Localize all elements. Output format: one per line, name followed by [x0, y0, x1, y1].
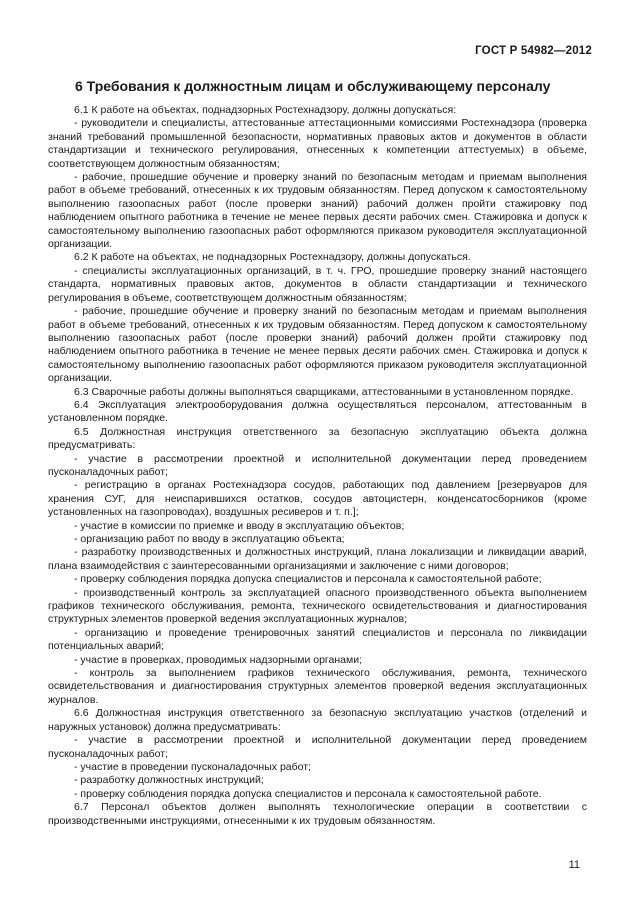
paragraph: - организацию и проведение тренировочных занятий специалистов и персонала по ликвидации потенциальных аварий;: [48, 626, 587, 653]
paragraph: 6.3 Сварочные работы должны выполняться сварщиками, аттестованными в установленном порядке.: [74, 385, 574, 398]
standard-code: ГОСТ Р 54982—2012: [475, 45, 592, 57]
paragraph: - участие в рассмотрении проектной и исполнительной документации перед проведением пусконаладочных работ;: [48, 452, 587, 478]
paragraph: - участие в проведении пусконаладочных работ;: [74, 760, 311, 773]
paragraph: - рабочие, прошедшие обучение и проверку знаний по безопасным методам и приемам выполнения работ в объеме требований, отнесенных к их трудовым обязанностям. Перед допуском к самостоятельному выполнению газоопасных работ (после проверки знаний) рабочий должен пройти стажировку под наблюдением опытного работника в течение не менее первых десяти рабочих смен. Стажировка и допуск к самостоятельному выполнению газоопасных работ оформляются приказом руководителя эксплуатационной организации.: [48, 171, 587, 251]
paragraph: 6.7 Персонал объектов должен выполнять технологические операции в соответствии с производственными инструкциями, отнесенными к их трудовым обязанностям.: [48, 801, 587, 827]
paragraph: - рабочие, прошедшие обучение и проверку знаний по безопасным методам и приемам выполнения работ в объеме требований, отнесенных к их трудовым обязанностям. Перед допуском к самостоятельному выполнению газоопасных работ (после проверки знаний) рабочий должен пройти стажировку под наблюдением опытного работника в течение не менее первых десяти рабочих смен. Стажировка и допуск к самостоятельному выполнению газоопасных работ оформляются приказом руководителя эксплуатационной организации.: [48, 305, 587, 385]
paragraph: 6.4 Эксплуатация электрооборудования должна осуществляться персоналом, аттестованным в установленном порядке.: [48, 398, 587, 425]
paragraph: - производственный контроль за эксплуатацией опасного производственного объекта выполнением графиков технического обслуживания, ремонта, технического освидетельствования и диагностирования структурных элементов проверкой ведения эксплуатационных журналов;: [48, 586, 587, 626]
paragraph: - проверку соблюдения порядка допуска специалистов и персонала к самостоятельной работе.: [74, 787, 542, 800]
section-title: 6 Требования к должностным лицам и обслуживающему персоналу: [75, 78, 551, 94]
paragraph: 6.1 К работе на объектах, поднадзорных Ростехнадзору, должны допускаться:: [74, 104, 457, 116]
paragraph: - участие в проверках, проводимых надзорными органами;: [74, 653, 363, 666]
paragraph: 6.6 Должностная инструкция ответственного за безопасную эксплуатацию участков (отделений и наружных установок) должна предусматривать:: [48, 707, 587, 733]
paragraph: - участие в рассмотрении проектной и исполнительной документации перед проведением пусконаладочных работ;: [48, 734, 587, 760]
paragraph: - участие в комиссии по приемке и вводу в эксплуатацию объектов;: [74, 519, 405, 532]
paragraph: - специалисты эксплуатационных организаций, в т. ч. ГРО, прошедшие проверку знаний настоящего стандарта, нормативных правовых актов, документов в области стандартизации и технического регулирования в объеме, соответствующем должностным обязанностям;: [48, 264, 587, 304]
paragraph: - регистрацию в органах Ростехнадзора сосудов, работающих под давлением [резервуаров для хранения СУГ, для неиспарившихся остатков, сосудов автоцистерн, конденсатосборников (кроме установленных на газопроводах), воздушных ресиверов и т. п.];: [48, 479, 587, 519]
paragraph: - контроль за выполнением графиков технического обслуживания, ремонта, технического освидетельствования и диагностирования структурных элементов проверкой ведения эксплуатационных журналов.: [48, 667, 587, 706]
paragraph: - разработку производственных и должностных инструкций, плана локализации и ликвидации аварий, плана взаимодействия с заинтересованными организациями и заключение с ними договоров;: [48, 546, 587, 572]
paragraph: - организацию работ по вводу в эксплуатацию объекта;: [74, 533, 345, 545]
paragraph: - проверку соблюдения порядка допуска специалистов и персонала к самостоятельной работе;: [74, 573, 542, 586]
paragraph: 6.2 К работе на объектах, не поднадзорных Ростехнадзору, должны допускаться.: [74, 251, 471, 264]
paragraph: - разработку должностных инструкций;: [74, 774, 264, 787]
page-number: 11: [568, 859, 580, 871]
paragraph: - руководители и специалисты, аттестованные аттестационными комиссиями Ростехнадзора (проверка знаний требований промышленной безопасности, нормативных правовых актов и документов в области стандартизации и технического регулирования, отнесенных к компетенции аттестуемых) в объеме, соответствующем должностным обязанностям;: [48, 117, 587, 170]
paragraph: 6.5 Должностная инструкция ответственного за безопасную эксплуатацию объекта должна предусматривать:: [48, 425, 587, 452]
section-body: [48, 104, 587, 828]
